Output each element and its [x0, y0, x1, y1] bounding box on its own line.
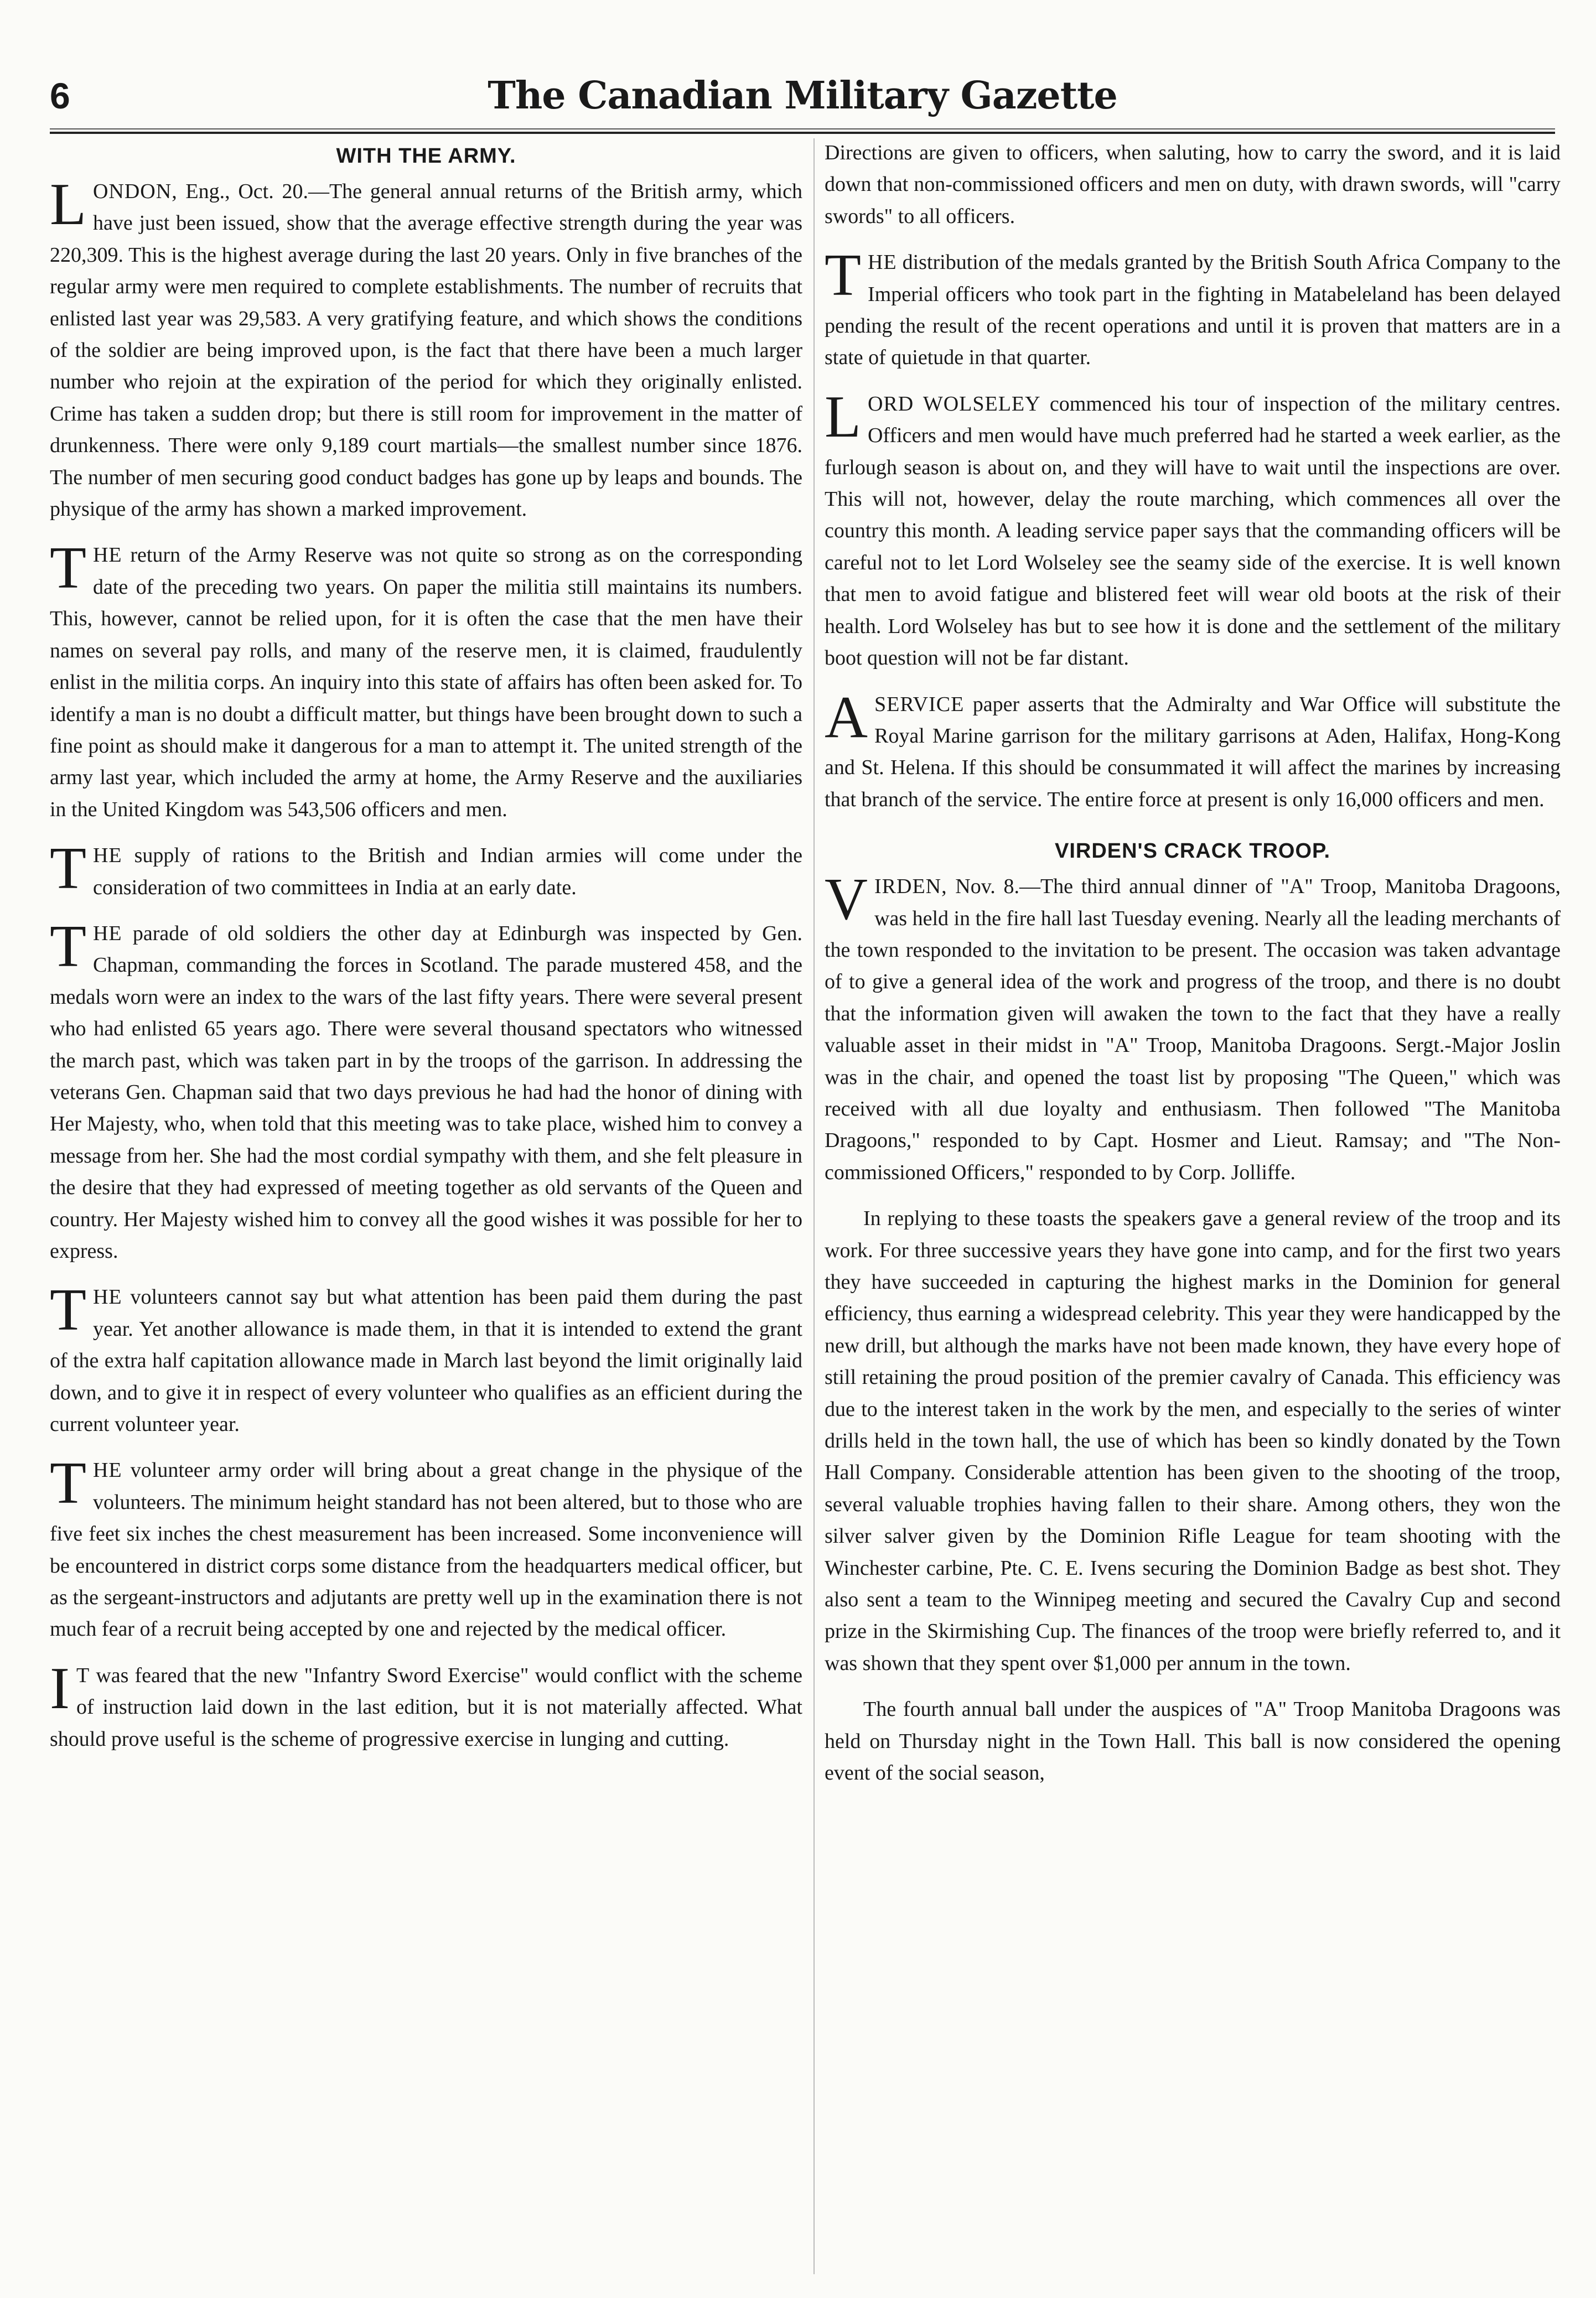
- column-divider: [813, 138, 815, 2274]
- lead-in: HE: [92, 1459, 122, 1482]
- lead-in: ONDON,: [92, 180, 178, 203]
- drop-cap: A: [825, 684, 868, 750]
- article-paragraph: [825, 867, 1561, 1189]
- article-paragraph: [50, 913, 802, 1267]
- paragraph-text: volunteer army order will bring about a great change in the physique of the volunteers. The minimum height standard has not been altered, but to those who are five feet six inches the chest measurement has been increased. Some inconvenience will be encountered in district corps some distance from the headquarters medical officer, but as the sergeant-instructors and adjutants are pretty well up in the examination there is not much fear of a recruit being accepted by one and rejected by the medical officer.: [50, 1459, 802, 1641]
- article-paragraph: [825, 684, 1561, 816]
- right-column: [825, 137, 1561, 2273]
- paragraph-text: was feared that the new "Infantry Sword Exercise" would conflict with the scheme of instruction laid down in the last edition, but it is not materially affected. What should prove useful is the scheme of progressive exercise in lunging and cutting.: [50, 1663, 802, 1751]
- paragraph-text: distribution of the medals granted by the British South Africa Company to the Imperial officers who took part in the fighting in Matabeleland has been delayed pending the result of the recent operations and until it is proven that matters are in a state of quietude in that quarter.: [825, 251, 1561, 370]
- paragraph-text: commenced his tour of inspection of the military centres. Officers and men would have much preferred had he started a week earlier, as the furlough season is about on, and they will have to wait until the inspections are over. This will not, however, delay the route marching, which commences all over the country this month. A leading service paper says that the commanding officers will be careful not to let Lord Wolseley see the seamy side of the exercise. It is well known that men to avoid fatigue and blistered feet will wear old boots at the risk of their health. Lord Wolseley has but to see how it is done and the settlement of the military boot question will not be far distant.: [825, 392, 1561, 670]
- article-paragraph: [50, 172, 802, 525]
- paper-title: The Canadian Military Gazette: [488, 74, 1117, 118]
- paragraph-text: The fourth annual ball under the auspices of "A" Troop Manitoba Dragoons was held on Thursday night in the Town Hall. This ball is now considered the opening event of the social season,: [825, 1698, 1561, 1785]
- drop-cap: T: [50, 1450, 86, 1517]
- lead-in: HE: [92, 844, 122, 868]
- paragraph-text: Directions are given to officers, when saluting, how to carry the sword, and it is laid down that non-commissioned officers and men on duty, with drawn swords, will "carry swords" to all officers.: [825, 141, 1561, 228]
- paragraph-text: supply of rations to the British and Indian armies will come under the consideration of two committees in India at an early date.: [92, 844, 802, 899]
- article-heading-virdens-crack-troop: VIRDEN'S CRACK TROOP.: [1054, 839, 1331, 863]
- lead-in: SERVICE: [874, 692, 965, 716]
- drop-cap: I: [50, 1655, 70, 1721]
- drop-cap: T: [50, 913, 86, 979]
- drop-cap: T: [825, 242, 861, 309]
- masthead: [50, 65, 1555, 126]
- article-paragraph: [825, 1694, 1561, 1789]
- drop-cap: V: [825, 867, 868, 933]
- header-rule-thin: [50, 128, 1555, 129]
- article-paragraph: [50, 1277, 802, 1440]
- lead-in: HE: [92, 921, 122, 945]
- article-paragraph: [50, 1450, 802, 1645]
- paragraph-text: paper asserts that the Admiralty and War Office will substitute the Royal Marine garrison for the military garrisons at Aden, Halifax, Hong-Kong and St. Helena. If this should be consummated it will affect the marines by increasing that branch of the service. The entire force at present is only 16,000 officers and men.: [825, 692, 1561, 811]
- page-number: 6: [50, 75, 70, 116]
- article-paragraph: [825, 383, 1561, 675]
- paragraph-text: Nov. 8.—The third annual dinner of "A" Troop, Manitoba Dragoons, was held in the fire hall last Tuesday evening. Nearly all the leading merchants of the town responded to the invitation to be present. The occasion was taken advantage of to give a general idea of the work and progress of the troop, and there is no doubt that the information given will awaken the town to the fact that they have a really valuable asset in their midst in "A" Troop, Manitoba Dragoons. Sergt.-Major Joslin was in the chair, and opened the toast list by proposing "The Queen," which was received with all due loyalty and enthusiasm. Then followed "The Manitoba Dragoons," responded to by Capt. Hosmer and Lieut. Ramsay; and "The Non-commissioned Officers," responded to by Corp. Jolliffe.: [825, 875, 1561, 1184]
- lead-in: ORD WOLSELEY: [867, 392, 1041, 416]
- drop-cap: T: [50, 1277, 86, 1343]
- left-column: [50, 137, 802, 2273]
- header-rule-thick: [50, 132, 1555, 134]
- paragraph-text: parade of old soldiers the other day at Edinburgh was inspected by Gen. Chapman, commanding the forces in Scotland. The parade mustered 458, and the medals worn were an index to the wars of the last fifty years. There were several present who had enlisted 65 years ago. There were several thousand spectators who witnessed the march past, which was taken part in by the troops of the garrison. In addressing the veterans Gen. Chapman said that two days previous he had had the honor of dining with Her Majesty, who, when told that this meeting was to take place, wished him to convey a message from her. She had the most cordial sympathy with them, and she felt pleasure in the desire that they had expressed of meeting together as old servants of the Queen and country. Her Majesty wished him to convey all the good wishes it was possible for her to express.: [50, 921, 802, 1263]
- article-paragraph: [50, 535, 802, 826]
- article-paragraph: [50, 1655, 802, 1755]
- article-heading-with-the-army: WITH THE ARMY.: [336, 144, 516, 168]
- drop-cap: L: [50, 172, 86, 237]
- lead-in: IRDEN,: [874, 875, 947, 899]
- article-paragraph: [825, 137, 1561, 232]
- article-paragraph: [825, 1203, 1561, 1679]
- paragraph-text: volunteers cannot say but what attention has been paid them during the past year. Yet another allowance is made them, in that it is intended to extend the grant of the extra half capitation allowance made in March last beyond the limit originally laid down, and to give it in respect of every volunteer who qualifies as an efficient during the current volunteer year.: [50, 1285, 802, 1436]
- paragraph-text: return of the Army Reserve was not quite so strong as on the corresponding date of the preceding two years. On paper the militia still maintains its numbers. This, however, cannot be relied upon, for it is often the case that the men have their names on several pay rolls, and many of the reserve men, it is claimed, fraudulently enlist in the militia corps. An inquiry into this state of affairs has often been asked for. To identify a man is no doubt a difficult matter, but things have been brought down to such a fine point as should make it dangerous for a man to attempt it. The united strength of the army last year, which included the army at home, the Army Reserve and the auxiliaries in the United Kingdom was 543,506 officers and men.: [50, 543, 802, 821]
- lead-in: HE: [92, 1285, 122, 1309]
- lead-in: HE: [867, 251, 897, 274]
- drop-cap: T: [50, 836, 86, 902]
- article-paragraph: [825, 242, 1561, 374]
- drop-cap: T: [50, 535, 86, 601]
- article-paragraph: [50, 836, 802, 904]
- lead-in: T: [76, 1663, 90, 1687]
- lead-in: HE: [92, 543, 122, 567]
- paragraph-text: In replying to these toasts the speakers gave a general review of the troop and its work. For three successive years they have gone into camp, and for the first two years they have succeeded in capturing the highest marks in the Dominion for general efficiency, thus earning a widespread celebrity. This year they were handicapped by the new drill, but although the marks have not been made known, they have every hope of still retaining the proud position of the premier cavalry of Canada. This efficiency was due to the interest taken in the work by the men, and especially to the series of winter drills held in the town hall, the use of which has been so kindly donated by the Town Hall Company. Considerable attention has been given to the shooting of the troop, several valuable trophies having fallen to their share. Among others, they won the silver salver given by the Dominion Rifle League for team shooting with the Winchester carbine, Pte. C. E. Ivens securing the Dominion Badge as best shot. They also sent a team to the Winnipeg meeting and secured the Cavalry Cup and second prize in the Skirmishing Cup. The finances of the troop were briefly referred to, and it was shown that they spent over $1,000 per annum in the town.: [825, 1207, 1561, 1675]
- paragraph-text: Eng., Oct. 20.—The general annual returns of the British army, which have just been issued, show that the average effective strength during the year was 220,309. This is the highest average during the last 20 years. Only in five branches of the regular army were men required to complete establishments. The number of recruits that enlisted last year was 29,583. A very gratifying feature, and which shows the conditions of the soldier are being improved upon, is the fact that there have been a much larger number who rejoin at the expiration of the period for which they originally enlisted. Crime has taken a sudden drop; but there is still room for improvement in the matter of drunkenness. There were only 9,189 court martials—the smallest number since 1876. The number of men securing good conduct badges has gone up by leaps and bounds. The physique of the army has shown a marked improvement.: [50, 180, 802, 521]
- drop-cap: L: [825, 383, 861, 450]
